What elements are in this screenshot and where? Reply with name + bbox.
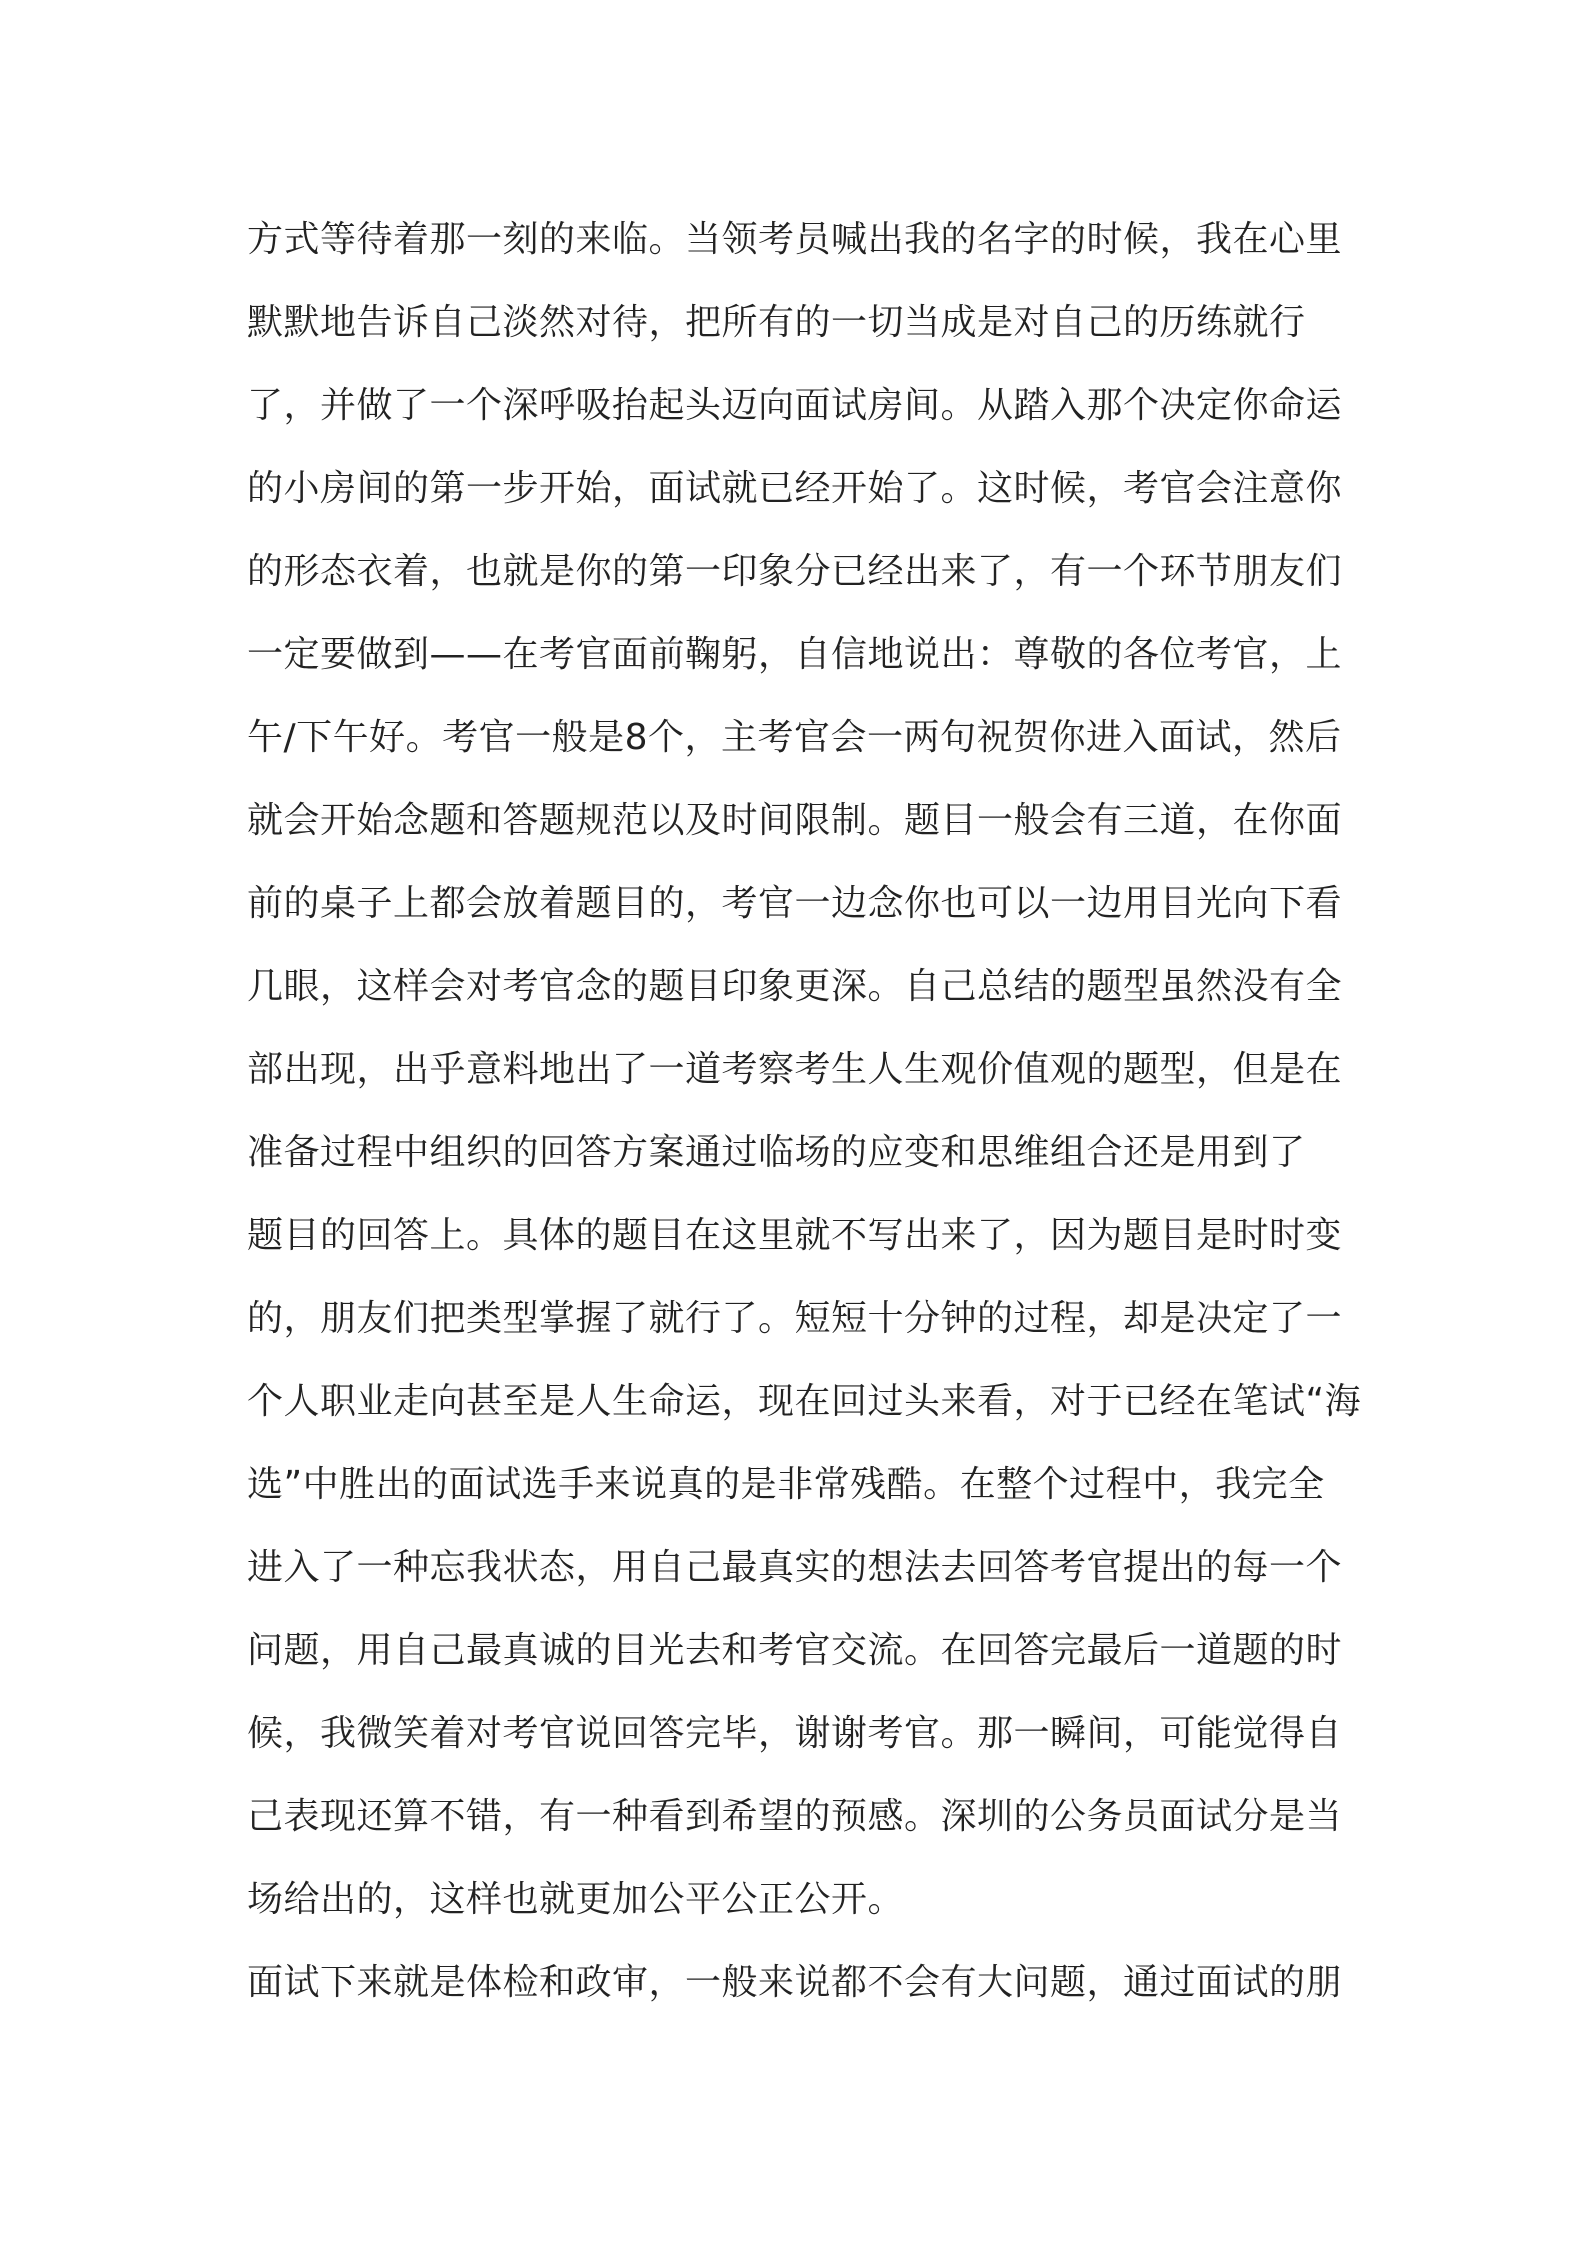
text-line: 几眼，这样会对考官念的题目印象更深。自己总结的题型虽然没有全 <box>247 966 1343 1007</box>
text-line: 就会开始念题和答题规范以及时间限制。题目一般会有三道，在你面 <box>247 800 1343 841</box>
text-line: 的小房间的第一步开始，面试就已经开始了。这时候，考官会注意你 <box>247 468 1343 509</box>
text-line: 的形态衣着，也就是你的第一印象分已经出来了，有一个环节朋友们 <box>247 551 1343 592</box>
text-line: 午/下午好。考官一般是8个，主考官会一两句祝贺你进入面试，然后 <box>247 717 1342 758</box>
text-line: 方式等待着那一刻的来临。当领考员喊出我的名字的时候，我在心里 <box>247 219 1343 260</box>
text-line: 了，并做了一个深呼吸抬起头迈向面试房间。从踏入那个决定你命运 <box>247 385 1343 426</box>
text-line: 场给出的，这样也就更加公平公正公开。 <box>247 1879 905 1920</box>
text-line: 准备过程中组织的回答方案通过临场的应变和思维组合还是用到了 <box>247 1132 1306 1173</box>
text-line: 前的桌子上都会放着题目的，考官一边念你也可以一边用目光向下看 <box>247 883 1343 924</box>
text-line: 部出现，出乎意料地出了一道考察考生人生观价值观的题型，但是在 <box>247 1049 1343 1090</box>
text-line: 选”中胜出的面试选手来说真的是非常残酷。在整个过程中，我完全 <box>247 1464 1325 1505</box>
text-line: 个人职业走向甚至是人生命运，现在回过头来看，对于已经在笔试“海 <box>247 1381 1362 1422</box>
text-line: 的，朋友们把类型掌握了就行了。短短十分钟的过程，却是决定了一 <box>247 1298 1343 1339</box>
text-line: 问题，用自己最真诚的目光去和考官交流。在回答完最后一道题的时 <box>247 1630 1343 1671</box>
text-line: 默默地告诉自己淡然对待，把所有的一切当成是对自己的历练就行 <box>247 302 1306 343</box>
text-line: 候，我微笑着对考官说回答完毕，谢谢考官。那一瞬间，可能觉得自 <box>247 1713 1343 1754</box>
text-line: 进入了一种忘我状态，用自己最真实的想法去回答考官提出的每一个 <box>247 1547 1343 1588</box>
text-line: 面试下来就是体检和政审，一般来说都不会有大问题，通过面试的朋 <box>247 1962 1343 2003</box>
text-line: 己表现还算不错，有一种看到希望的预感。深圳的公务员面试分是当 <box>247 1796 1343 1837</box>
text-line: 题目的回答上。具体的题目在这里就不写出来了，因为题目是时时变 <box>247 1215 1343 1256</box>
text-line: 一定要做到——在考官面前鞠躬，自信地说出：尊敬的各位考官，上 <box>247 634 1343 675</box>
